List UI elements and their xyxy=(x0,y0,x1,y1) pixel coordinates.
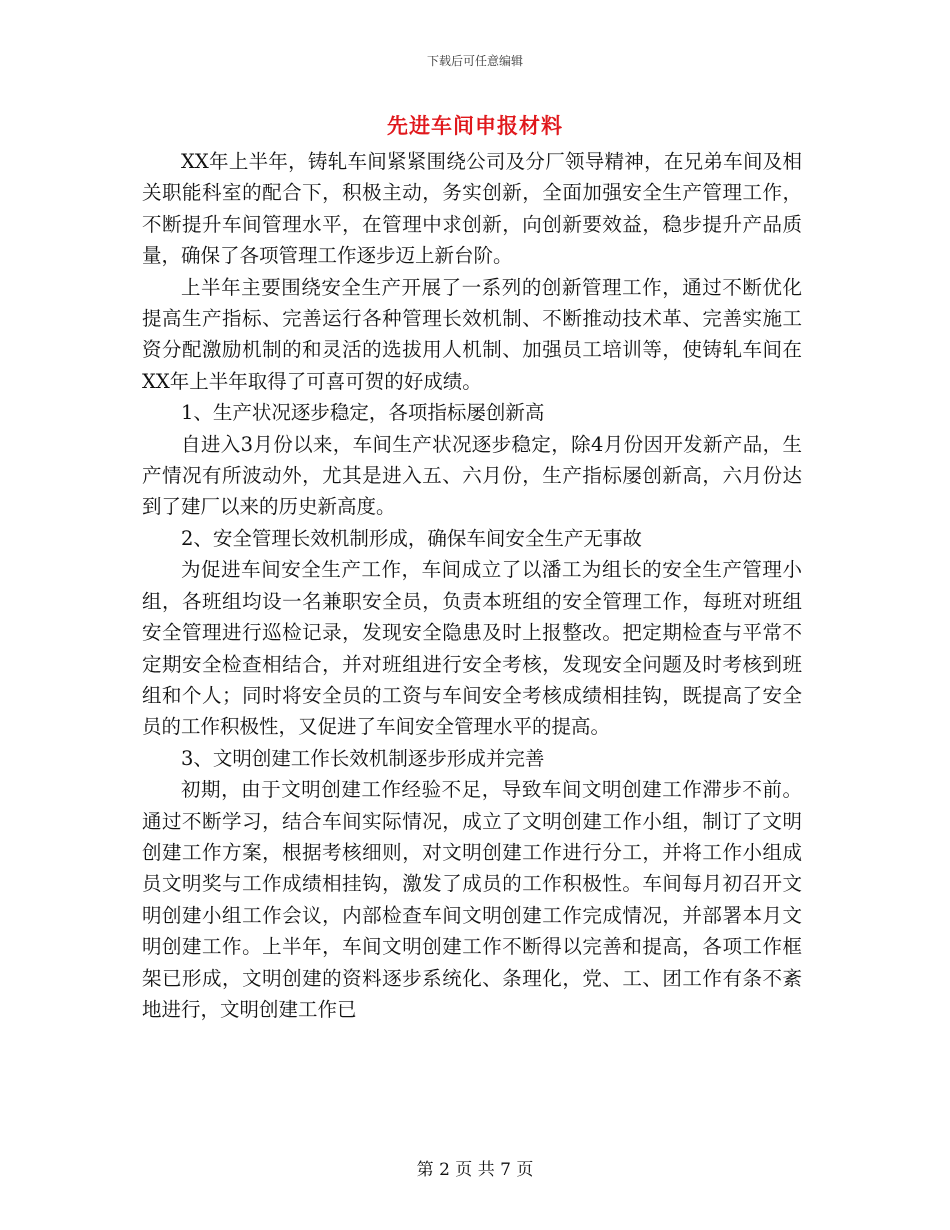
paragraph-section-3: 初期，由于文明创建工作经验不足，导致车间文明创建工作滞步不前。通过不断学习，结合车间实际情况，成立了文明创建工作小组，制订了文明创建工作方案，根据考核细则，对文明创建工作进行分工，并将工作小组成员文明奖与工作成绩相挂钩，激发了成员的工作积极性。车间每月初召开文明创建小组工作会议，内部检查车间文明创建工作完成情况，并部署本月文明创建工作。上半年，车间文明创建工作不断得以完善和提高，各项工作框架已形成，文明创建的资料逐步系统化、条理化，党、工、团工作有条不紊地进行，文明创建工作已 xyxy=(142,778,802,1021)
paragraph-intro: XX年上半年，铸轧车间紧紧围绕公司及分厂领导精神，在兄弟车间及相关职能科室的配合下，积极主动，务实创新，全面加强安全生产管理工作，不断提升车间管理水平，在管理中求创新，向创新要效益，稳步提升产品质量，确保了各项管理工作逐步迈上新台阶。 xyxy=(142,150,802,268)
paragraph-section-1: 自进入3月份以来，车间生产状况逐步稳定，除4月份因开发新产品，生产情况有所波动外，尤其是进入五、六月份，生产指标屡创新高，六月份达到了建厂以来的历史新高度。 xyxy=(142,432,802,519)
document-body xyxy=(142,146,802,1025)
page-number-footer: 第 2 页 共 7 页 xyxy=(416,1160,534,1180)
section-heading-2: 2、安全管理长效机制形成，确保车间安全生产无事故 xyxy=(181,526,642,550)
header-note: 下载后可任意编辑 xyxy=(426,54,523,68)
paragraph-section-2: 为促进车间安全生产工作，车间成立了以潘工为组长的安全生产管理小组，各班组均设一名兼职安全员，负责本班组的安全管理工作，每班对班组安全管理进行巡检记录，发现安全隐患及时上报整改。把定期检查与平常不定期安全检查相结合，并对班组进行安全考核，发现安全问题及时考核到班组和个人；同时将安全员的工资与车间安全考核成绩相挂钩，既提高了安全员的工作积极性，又促进了车间安全管理水平的提高。 xyxy=(142,558,802,739)
paragraph-overview: 上半年主要围绕安全生产开展了一系列的创新管理工作，通过不断优化提高生产指标、完善运行各种管理长效机制、不断推动技术革、完善实施工资分配激励机制的和灵活的选拔用人机制、加强员工培训等，使铸轧车间在XX年上半年取得了可喜可贺的好成绩。 xyxy=(142,275,802,393)
document-title: 先进车间申报材料 xyxy=(387,113,563,138)
section-heading-3: 3、文明创建工作长效机制逐步形成并完善 xyxy=(181,746,545,770)
section-heading-1: 1、生产状况逐步稳定，各项指标屡创新高 xyxy=(181,401,545,425)
